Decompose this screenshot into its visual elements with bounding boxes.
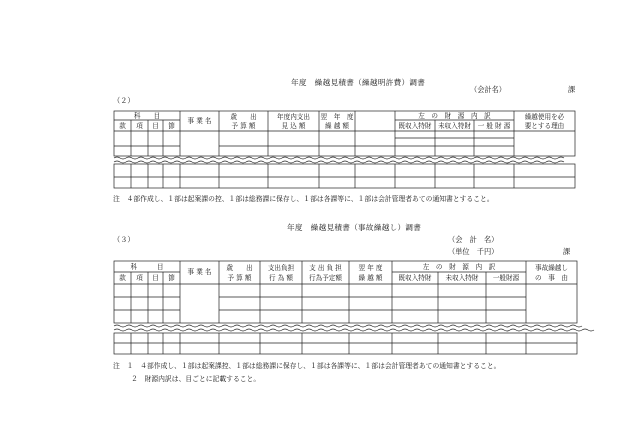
s2-jigyou-header: 事 業 名 bbox=[187, 117, 212, 125]
section3-dept-label: （会 計 名） bbox=[448, 235, 499, 244]
s2-zaigen-header: 左 の 財 源 内 訳 bbox=[418, 112, 491, 120]
s3-yokunendo-header-1: 翌 年 度 bbox=[358, 264, 383, 272]
s3-shishutsu-header-1: 支出負担 bbox=[267, 264, 295, 272]
s2-saishutsu-header-1: 歳 出 bbox=[230, 113, 257, 121]
section2-ka-label: 課 bbox=[568, 85, 576, 94]
s2-riyu-header-1: 繰越使用を必 bbox=[524, 113, 565, 121]
s2-ippan-header: 一 般 財 源 bbox=[477, 122, 511, 130]
s3-setsu-header: 節 bbox=[168, 274, 175, 282]
s3-jigyou-header: 事 業 名 bbox=[187, 268, 212, 276]
section2-note: 注 ４部作成し、１部は起案課の控、１部は総務課に保存し、１部は各課等に、１部は会計管理者あての通知書とすること。 bbox=[113, 195, 494, 203]
s2-moku-header: 目 bbox=[152, 122, 159, 130]
section3-title: 年度 繰越見積書（事故繰越し）調書 bbox=[287, 223, 422, 232]
section3-number: （３） bbox=[113, 235, 135, 244]
s3-mishuunyu-header: 未収入特財 bbox=[445, 274, 479, 282]
section2-number: （２） bbox=[113, 96, 135, 105]
s3-ippan-header: 一般財源 bbox=[492, 274, 520, 282]
s2-kishuunyu-header: 既収入特財 bbox=[398, 122, 432, 130]
s3-saishutsu-header-2: 予 算 額 bbox=[227, 274, 252, 282]
s2-yokunendo-header-2: 繰 越 額 bbox=[325, 122, 349, 130]
s3-shishutsu-header-2: 行 為 額 bbox=[269, 274, 293, 282]
s2-riyu-header-2: 要とする理由 bbox=[524, 122, 565, 130]
s3-yokunendo-header-2: 繰 越 額 bbox=[358, 274, 383, 282]
s2-yokunendo-header-1: 翌 年 度 bbox=[320, 113, 354, 121]
section3-note-1: 注 １ ４部作成し、１部は起案課控、１部は総務課に保存し、１部は各課等に、１部は会計管理者あての通知書とすること。 bbox=[113, 362, 501, 370]
section3-ka-label: 課 bbox=[563, 247, 571, 256]
s3-jiko-header-1: 事故繰越し bbox=[535, 264, 568, 272]
s3-saishutsu-header-1: 歳 出 bbox=[226, 264, 253, 272]
s2-mishuunyu-header: 未収入特財 bbox=[438, 122, 471, 130]
s3-yotei-header-2: 行為予定額 bbox=[309, 274, 342, 282]
section3-unit-label: （単位 千円） bbox=[448, 247, 499, 256]
s3-kou-header: 項 bbox=[136, 274, 143, 282]
section2-title: 年度 繰越見積書（繰越明許費）調書 bbox=[291, 78, 426, 87]
s2-nendonai-header-2: 見 込 額 bbox=[281, 122, 306, 130]
s2-kan-header: 款 bbox=[119, 122, 126, 130]
s3-jiko-header-2: の 事 由 bbox=[535, 274, 568, 282]
s3-zaigen-header: 左 の 財 源 内 訳 bbox=[422, 263, 496, 271]
s2-kou-header: 項 bbox=[136, 122, 143, 130]
s3-moku-header: 目 bbox=[152, 274, 159, 282]
s3-kamoku-header: 科 目 bbox=[130, 263, 164, 271]
s2-nendonai-header-1: 年度内支出 bbox=[277, 113, 310, 121]
s3-kan-header: 款 bbox=[119, 274, 126, 282]
s3-kishuunyu-header: 既収入特財 bbox=[398, 274, 432, 282]
s3-yotei-header-1: 支 出 負 担 bbox=[309, 264, 342, 272]
s2-setsu-header: 節 bbox=[168, 122, 175, 130]
section2-dept-label: （会計名） bbox=[470, 85, 506, 94]
section3-note-2: ２ 財源内訳は、目ごとに記載すること。 bbox=[131, 375, 261, 383]
s2-kamoku-header: 科 目 bbox=[133, 112, 161, 120]
s2-saishutsu-header-2: 予 算 額 bbox=[231, 122, 256, 130]
